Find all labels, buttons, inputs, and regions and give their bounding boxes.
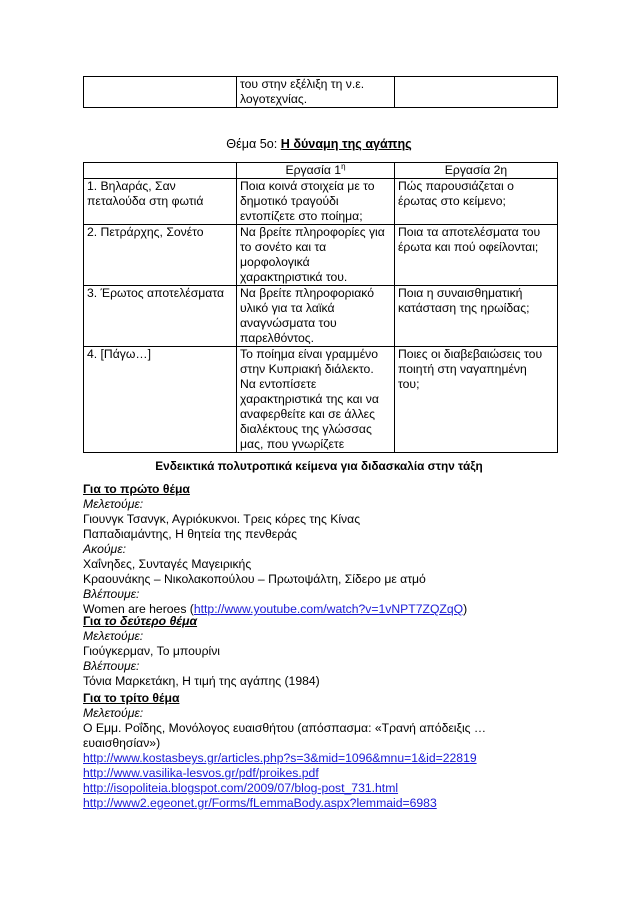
table-cell: [395, 77, 558, 108]
reference-link[interactable]: http://www.vasilika-lesvos.gr/pdf/proikes.pdf: [83, 766, 319, 780]
third-theme-references: [83, 691, 563, 811]
header-cell-task1: Εργασία $1^\eta$: [237, 163, 395, 179]
reference-link[interactable]: http://www2.egeonet.gr/Forms/fLemmaBody.aspx?lemmaid=6983: [83, 796, 437, 810]
first-theme-heading: Για το πρώτο θέμα: [83, 482, 190, 496]
task2-cell: Ποια η συναισθηματική κατάσταση της ηρωίδας;: [395, 286, 558, 347]
reference-item: Γιουνγκ Τσανγκ, Αγριόκυκνοι. Τρεις κόρες της Κίνας: [83, 512, 361, 526]
references-title: Ενδεικτικά πολυτροπικά κείμενα για διδασκαλία στην τάξη: [155, 459, 483, 473]
watch-label: Βλέπουμε:: [83, 587, 140, 601]
table-cell: [84, 77, 237, 108]
reference-item: Women are heroes (http://www.youtube.com/watch?v=1vNPT7ZQZqQ): [83, 602, 468, 616]
theme-name: Η δύναμη της αγάπης: [280, 137, 412, 151]
second-theme-heading: Για το δεύτερο θέμα: [83, 614, 198, 628]
reference-item: ευαισθησίαν»): [83, 736, 161, 750]
table-row: [84, 347, 558, 453]
reference-item: Χαΐνηδες, Συνταγές Μαγειρικής: [83, 557, 252, 571]
reference-link[interactable]: http://www.kostasbeys.gr/articles.php?s=3&mid=1096&mnu=1&id=22819: [83, 751, 477, 765]
reference-item: Ο Εμμ. Ροΐδης, Μονόλογος ευαισθήτου (απόσπασμα: «Τρανή απόδειξις …: [83, 721, 487, 735]
author-cell: 1. Βηλαράς, Σαν πεταλούδα στη φωτιά: [84, 179, 237, 225]
reference-item: Κραουνάκης – Νικολακοπούλου – Πρωτοψάλτη, Σίδερο με ατμό: [83, 572, 426, 586]
author-cell: 3. Έρωτος αποτελέσματα: [84, 286, 237, 347]
task1-cell: Να βρείτε πληροφοριακό υλικό για τα λαϊκά αναγνώσματα του παρελθόντος.: [237, 286, 395, 347]
table-row: [84, 77, 558, 108]
study-label: Μελετούμε:: [83, 497, 144, 511]
reference-item: Παπαδιαμάντης, Η θητεία της πενθεράς: [83, 527, 298, 541]
second-theme-references: [83, 614, 563, 689]
author-cell: 2. Πετράρχης, Σονέτο: [84, 225, 237, 286]
task2-cell: Ποια τα αποτελέσματα του έρωτα και πού οφείλονται;: [395, 225, 558, 286]
reference-link[interactable]: http://isopoliteia.blogspot.com/2009/07/blog-post_731.html: [83, 781, 399, 795]
listen-label: Ακούμε:: [83, 542, 126, 556]
theme-title: [0, 137, 638, 152]
table-row: [84, 286, 558, 347]
table-row: [84, 179, 558, 225]
header-cell-task2: Εργασία 2η: [395, 163, 558, 179]
header-cell-empty: [84, 163, 237, 179]
study-label: Μελετούμε:: [83, 706, 144, 720]
task2-cell: Ποιες οι διαβεβαιώσεις του ποιητή στη ναγαπημένη του;: [395, 347, 558, 453]
reference-item: Γιούγκερμαν, Το μπουρίνι: [83, 644, 221, 658]
first-theme-references: [83, 482, 563, 617]
task1-cell: Ποια κοινά στοιχεία με το δημοτικό τραγούδι εντοπίζετε στο ποίημα;: [237, 179, 395, 225]
table-cell: [237, 77, 395, 108]
study-label: Μελετούμε:: [83, 629, 144, 643]
table-row: [84, 225, 558, 286]
task1-cell: Να βρείτε πληροφορίες για το σονέτο και τα μορφολογικά χαρακτηριστικά του.: [237, 225, 395, 286]
table-header-row: [84, 163, 558, 179]
task1-cell: Το ποίημα είναι γραμμένο στην Κυπριακή διάλεκτο. Να εντοπίσετε χαρακτηριστικά της και να αναφερθείτε και σε άλλες διαλέκτους της γλώσσας μας, που γνωρίζετε: [237, 347, 395, 453]
theme-prefix: Θέμα 5ο:: [226, 137, 281, 151]
cell-text: λογοτεχνίας.: [240, 92, 308, 106]
author-cell: 4. [Πάγω…]: [84, 347, 237, 453]
cell-text: του στην εξέλιξη τη ν.ε.: [240, 77, 365, 91]
task2-cell: Πώς παρουσιάζεται ο έρωτας στο κείμενο;: [395, 179, 558, 225]
watch-label: Βλέπουμε:: [83, 659, 140, 673]
reference-item: Τόνια Μαρκετάκη, Η τιμή της αγάπης (1984): [83, 674, 320, 688]
tasks-table: [83, 162, 558, 453]
third-theme-heading: Για το τρίτο θέμα: [83, 691, 180, 705]
top-table-fragment: [83, 76, 558, 108]
youtube-link[interactable]: http://www.youtube.com/watch?v=1vNPT7ZQZqQ: [193, 602, 464, 616]
